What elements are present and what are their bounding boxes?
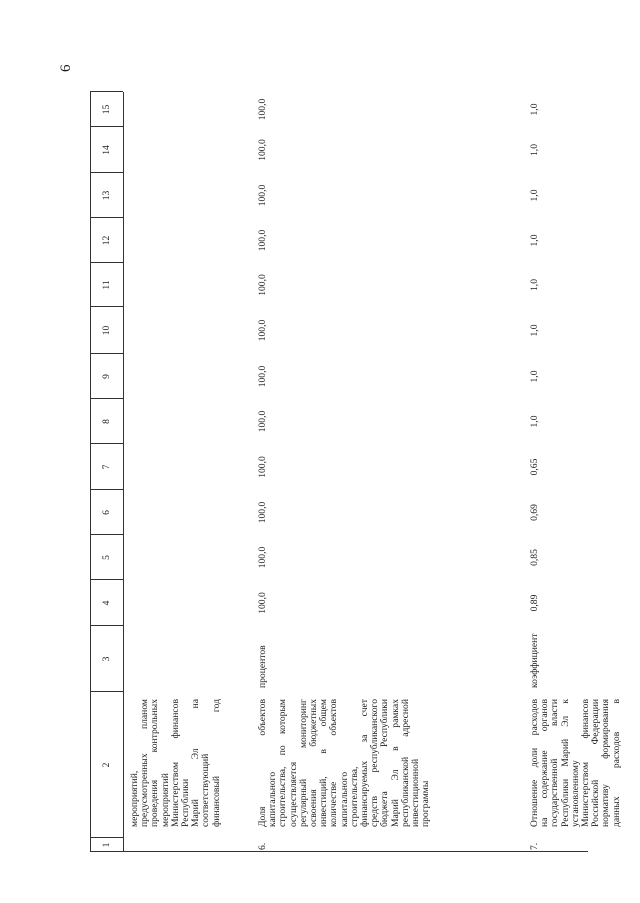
description-line: нормативу формирования [600, 699, 612, 827]
description-line: освоения бюджетных [308, 699, 319, 827]
value-cell: 100,0 [257, 274, 268, 296]
header-col-14: 14 [101, 145, 112, 155]
value-cell: 100,0 [257, 139, 268, 161]
header-col-15: 15 [101, 104, 112, 115]
description-line: мероприятий [159, 773, 171, 827]
header-bottom-border [123, 92, 124, 852]
description-line: строительства, по которым [277, 699, 289, 827]
description-line: проведения контрольных [149, 699, 161, 827]
page-number: 6 [58, 64, 74, 72]
description-line: строительства, [348, 766, 360, 827]
header-col-11: 11 [101, 280, 112, 290]
value-cell: 100,0 [257, 319, 268, 342]
value-cell: 1,0 [529, 370, 540, 383]
description-line: на содержание органов [539, 699, 551, 827]
description-line: программы [420, 780, 432, 827]
description-line: Марий Эл на [190, 699, 202, 827]
header-col-2: 2 [101, 762, 112, 768]
description-line: государственной власти [549, 699, 561, 827]
description-line: капитального [338, 771, 350, 827]
value-cell: 0,85 [529, 549, 540, 566]
header-col-7: 7 [101, 464, 112, 470]
value-cell: 100,0 [257, 229, 268, 252]
description-line: данных расходов в [610, 699, 622, 827]
description-line: количестве объектов [328, 699, 340, 827]
description-cell [421, 699, 431, 827]
table-top-border [90, 92, 91, 852]
description-line: Российской Федерации [590, 699, 602, 827]
description-line: финансируемых за счет [359, 699, 370, 827]
description-line: Министерством финансов [580, 699, 591, 827]
value-cell: 100,0 [257, 592, 268, 614]
header-col-8: 8 [101, 419, 112, 424]
description-cell [612, 699, 622, 827]
description-line: Отношение доли расходов [529, 699, 540, 827]
row-number: 7. [529, 842, 540, 850]
value-cell: 100,0 [257, 184, 268, 207]
header-col-6: 6 [101, 510, 112, 515]
value-cell: 0,69 [529, 504, 540, 521]
header-col-13: 13 [101, 190, 112, 201]
header-col-9: 9 [101, 374, 112, 379]
header-col-10: 10 [101, 325, 112, 336]
description-line: Министерством финансов [169, 699, 181, 827]
value-cell: 100,0 [257, 410, 268, 433]
description-line: предусмотренных планом [139, 699, 151, 827]
value-cell: 1,0 [529, 279, 540, 291]
description-line: соответствующий [200, 753, 212, 827]
value-cell: 100,0 [257, 456, 268, 478]
value-cell: 1,0 [529, 324, 540, 337]
value-cell: 100,0 [257, 546, 268, 569]
description-line: осуществляется [287, 761, 299, 827]
description-line: бюджета Республики [379, 699, 391, 827]
value-cell: 0,89 [529, 594, 540, 612]
value-cell: 1,0 [529, 234, 540, 247]
description-line: Доля объектов [257, 699, 268, 827]
header-col-12: 12 [101, 235, 112, 246]
description-line: инвестиций, в общем [318, 699, 330, 827]
description-line: финансовый год [210, 699, 222, 827]
description-line: Республики Марий Эл к [559, 699, 571, 827]
unit-cell: коэффициент [529, 633, 540, 688]
description-line: установленному [569, 760, 581, 827]
header-col-4: 4 [101, 600, 112, 606]
description-line: средств республиканского [369, 699, 381, 827]
value-cell: 1,0 [529, 144, 540, 156]
value-cell: 1,0 [529, 415, 540, 428]
description-cell [212, 699, 222, 827]
description-line: республиканской адресной [399, 699, 411, 827]
description-line: регулярный мониторинг [297, 699, 309, 827]
row-number: 6. [257, 842, 268, 850]
column-divider [90, 851, 588, 852]
description-line: капитального [267, 771, 279, 827]
value-cell: 100,0 [257, 98, 268, 121]
header-col-5: 5 [101, 555, 112, 560]
value-cell: 100,0 [257, 501, 268, 524]
value-cell: 1,0 [529, 103, 540, 116]
description-line: инвестиционной [410, 758, 421, 827]
value-cell: 1,0 [529, 189, 540, 202]
value-cell: 0,65 [529, 458, 540, 476]
header-col-1: 1 [101, 842, 112, 848]
description-line: Марий Эл в рамках [389, 699, 401, 827]
header-col-3: 3 [101, 656, 112, 662]
unit-cell: процентов [257, 645, 268, 688]
description-line: мероприятий, [129, 770, 140, 827]
description-line: Республики [180, 778, 191, 827]
value-cell: 100,0 [257, 365, 268, 388]
